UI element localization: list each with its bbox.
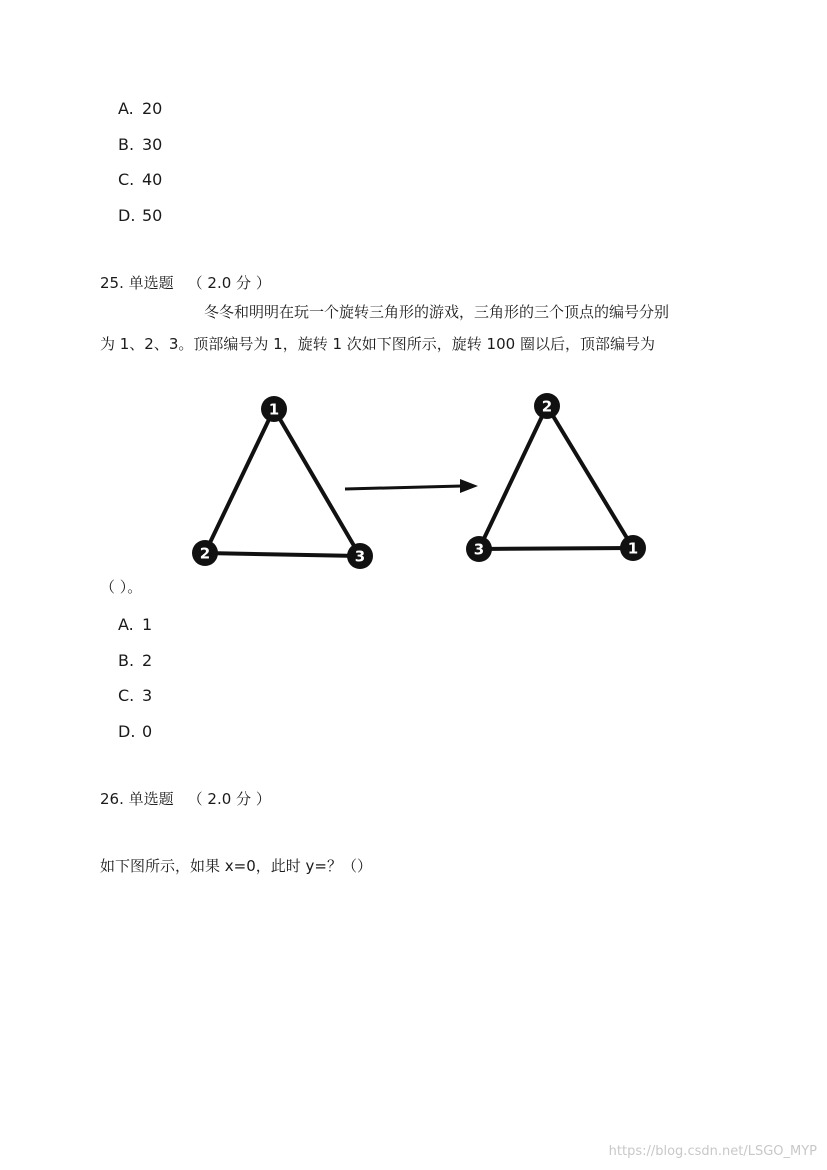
q26-header	[100, 789, 271, 809]
option-letter: A.	[118, 615, 134, 634]
option-text: 30	[142, 135, 163, 154]
option-letter: B.	[118, 651, 135, 670]
q25-option-d	[118, 722, 152, 742]
option-text: 50	[142, 206, 163, 225]
option-letter: C.	[118, 170, 135, 189]
option-letter: C.	[118, 686, 135, 705]
vertex-label: 3	[354, 547, 366, 566]
arrow-icon	[345, 479, 478, 493]
option-text: 2	[142, 651, 153, 670]
option-letter: A.	[118, 99, 134, 118]
q26-stem: 如下图所示，如果 x=0，此时 y=？（）	[100, 857, 372, 875]
triangle-before	[192, 396, 373, 569]
option-text: 3	[142, 686, 153, 705]
triangle-after	[466, 393, 646, 562]
vertex-label: 3	[473, 540, 485, 559]
vertex-left	[192, 540, 218, 566]
question-number: 25.	[100, 274, 124, 292]
q25-stem-line2: 为 1、2、3。顶部编号为 1，旋转 1 次如下图所示，旋转 100 圈以后，顶部编号为	[100, 335, 655, 353]
option-text: 40	[142, 170, 163, 189]
vertex-label: 2	[541, 397, 553, 416]
vertex-left	[466, 536, 492, 562]
option-letter: B.	[118, 135, 135, 154]
option-text: 1	[142, 615, 153, 634]
q25-stem-tail: （ ）。	[100, 578, 143, 596]
option-text: 20	[142, 99, 163, 118]
q25-option-c	[118, 686, 152, 706]
vertex-right	[620, 535, 646, 561]
vertex-label: 2	[199, 544, 211, 563]
vertex-label: 1	[268, 400, 280, 419]
question-type: 单选题	[128, 274, 174, 292]
vertex-right	[347, 543, 373, 569]
question-number: 26.	[100, 790, 124, 808]
q25-option-a	[118, 615, 152, 635]
option-letter: D.	[118, 722, 136, 741]
option-letter: D.	[118, 206, 136, 225]
q25-option-b	[118, 651, 152, 671]
vertex-top	[261, 396, 287, 422]
vertex-label: 1	[627, 539, 639, 558]
question-score: （ 2.0 分 ）	[187, 274, 271, 292]
q25-stem-line1: 冬冬和明明在玩一个旋转三角形的游戏，三角形的三个顶点的编号分别	[204, 303, 670, 321]
question-score: （ 2.0 分 ）	[187, 790, 271, 808]
option-text: 0	[142, 722, 153, 741]
vertex-top	[534, 393, 560, 419]
question-type: 单选题	[128, 790, 174, 808]
watermark: https://blog.csdn.net/LSGO_MYP	[608, 1144, 817, 1159]
